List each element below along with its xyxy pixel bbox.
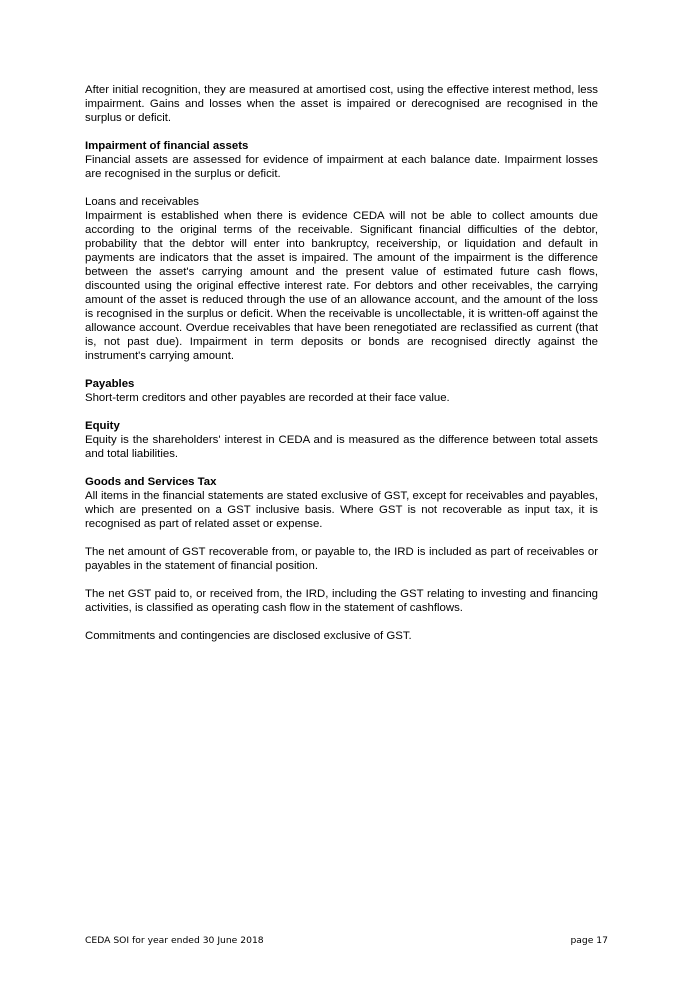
spacer bbox=[85, 615, 598, 629]
spacer bbox=[85, 531, 598, 545]
gst-paragraph-3: The net GST paid to, or received from, the IRD, including the GST relating to investing and financing activities, is classified as operating cash flow in the statement of cashflows. bbox=[85, 588, 598, 614]
payables-paragraph: Short-term creditors and other payables are recorded at their face value. bbox=[85, 392, 450, 404]
intro-paragraph: After initial recognition, they are measured at amortised cost, using the effective interest method, less impairment. Gains and losses when the asset is impaired or derecognised are recognised in the surplus or deficit. bbox=[85, 84, 598, 124]
payables-heading: Payables bbox=[85, 378, 135, 390]
gst-paragraph-2: The net amount of GST recoverable from, or payable to, the IRD is included as part of receivables or payables in the statement of financial position. bbox=[85, 546, 598, 572]
equity-paragraph: Equity is the shareholders' interest in CEDA and is measured as the difference between total assets and total liabilities. bbox=[85, 434, 598, 460]
spacer bbox=[85, 573, 598, 587]
loans-subheading: Loans and receivables bbox=[85, 196, 199, 208]
spacer bbox=[85, 181, 598, 195]
spacer bbox=[85, 461, 598, 475]
spacer bbox=[85, 125, 598, 139]
impairment-paragraph: Financial assets are assessed for evidence of impairment at each balance date. Impairment losses are recognised in the surplus or deficit. bbox=[85, 154, 598, 180]
spacer bbox=[85, 405, 598, 419]
gst-paragraph-4: Commitments and contingencies are disclosed exclusive of GST. bbox=[85, 630, 412, 642]
gst-heading: Goods and Services Tax bbox=[85, 476, 217, 488]
footer-document-title: CEDA SOI for year ended 30 June 2018 bbox=[85, 935, 264, 946]
gst-paragraph-1: All items in the financial statements are stated exclusive of GST, except for receivables and payables, which are presented on a GST inclusive basis. Where GST is not recoverable as input tax, it is recognised as part of related asset or expense. bbox=[85, 490, 598, 530]
spacer bbox=[85, 363, 598, 377]
document-body bbox=[85, 83, 598, 643]
equity-heading: Equity bbox=[85, 420, 120, 432]
footer-page-number: page 17 bbox=[570, 935, 608, 946]
loans-paragraph: Impairment is established when there is evidence CEDA will not be able to collect amounts due according to the original terms of the receivable. Significant financial difficulties of the debtor, probability that the debtor will enter into bankruptcy, receivership, or liquidation and default in payments are indicators that the asset is impaired. The amount of the impairment is the difference between the asset's carrying amount and the present value of estimated future cash flows, discounted using the original effective interest rate. For debtors and other receivables, the carrying amount of the asset is reduced through the use of an allowance account, and the amount of the loss is recognised in the surplus or deficit. When the receivable is uncollectable, it is written-off against the allowance account. Overdue receivables that have been renegotiated are reclassified as current (that is, not past due). Impairment in term deposits or bonds are recognised directly against the instrument's carrying amount. bbox=[85, 210, 598, 362]
impairment-heading: Impairment of financial assets bbox=[85, 140, 249, 152]
